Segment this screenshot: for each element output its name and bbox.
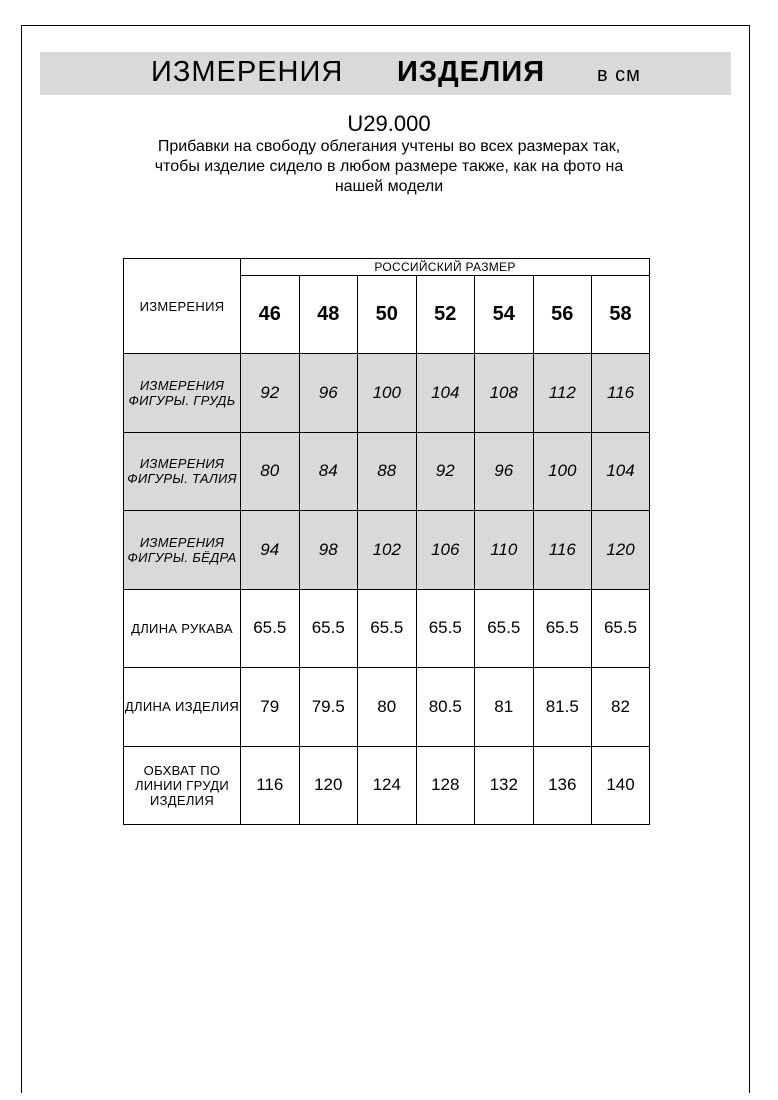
value-cell: 116 — [592, 354, 650, 433]
size-cell: 52 — [416, 276, 475, 354]
value-cell: 140 — [592, 746, 650, 825]
value-cell: 94 — [241, 511, 300, 590]
title-unit: в см — [597, 64, 641, 86]
value-cell: 92 — [241, 354, 300, 433]
value-cell: 104 — [416, 354, 475, 433]
value-cell: 80 — [241, 432, 300, 511]
row-label: ОБХВАТ ПО ЛИНИИ ГРУДИ ИЗДЕЛИЯ — [124, 746, 241, 825]
row-label: ДЛИНА ИЗДЕЛИЯ — [124, 668, 241, 747]
value-cell: 65.5 — [241, 589, 300, 668]
article-code: U29.000 — [347, 111, 431, 136]
table-header-row — [124, 259, 650, 276]
title-part1: ИЗМЕРЕНИЯ — [151, 56, 344, 88]
value-cell: 65.5 — [592, 589, 650, 668]
size-cell: 58 — [592, 276, 650, 354]
value-cell: 110 — [475, 511, 534, 590]
value-cell: 102 — [358, 511, 417, 590]
value-cell: 124 — [358, 746, 417, 825]
size-group-label: РОССИЙСКИЙ РАЗМЕР — [241, 259, 650, 276]
fit-note: Прибавки на свободу облегания учтены во всех размерах так, чтобы изделие сидело в любом размере также, как на фото на нашей модели — [154, 138, 624, 195]
value-cell: 65.5 — [299, 589, 358, 668]
value-cell: 108 — [475, 354, 534, 433]
value-cell: 132 — [475, 746, 534, 825]
value-cell: 81.5 — [533, 668, 592, 747]
value-cell: 88 — [358, 432, 417, 511]
value-cell: 65.5 — [533, 589, 592, 668]
value-cell: 106 — [416, 511, 475, 590]
table-row — [124, 432, 650, 511]
value-cell: 104 — [592, 432, 650, 511]
value-cell: 128 — [416, 746, 475, 825]
value-cell: 65.5 — [358, 589, 417, 668]
value-cell: 98 — [299, 511, 358, 590]
row-label: ИЗМЕРЕНИЯ ФИГУРЫ. ГРУДЬ — [124, 354, 241, 433]
row-label: ИЗМЕРЕНИЯ ФИГУРЫ. БЁДРА — [124, 511, 241, 590]
table-row — [124, 668, 650, 747]
value-cell: 65.5 — [416, 589, 475, 668]
value-cell: 112 — [533, 354, 592, 433]
value-cell: 80.5 — [416, 668, 475, 747]
title-banner — [40, 52, 731, 95]
value-cell: 79.5 — [299, 668, 358, 747]
value-cell: 80 — [358, 668, 417, 747]
size-cell: 54 — [475, 276, 534, 354]
value-cell: 92 — [416, 432, 475, 511]
value-cell: 82 — [592, 668, 650, 747]
value-cell: 116 — [241, 746, 300, 825]
value-cell: 96 — [475, 432, 534, 511]
value-cell: 81 — [475, 668, 534, 747]
value-cell: 100 — [533, 432, 592, 511]
value-cell: 100 — [358, 354, 417, 433]
table-row — [124, 511, 650, 590]
value-cell: 84 — [299, 432, 358, 511]
size-cell: 56 — [533, 276, 592, 354]
value-cell: 116 — [533, 511, 592, 590]
table-row — [124, 354, 650, 433]
row-label: ИЗМЕРЕНИЯ ФИГУРЫ. ТАЛИЯ — [124, 432, 241, 511]
value-cell: 65.5 — [475, 589, 534, 668]
value-cell: 120 — [299, 746, 358, 825]
title-part2: ИЗДЕЛИЯ — [397, 56, 546, 88]
size-cell: 46 — [241, 276, 300, 354]
size-cell: 48 — [299, 276, 358, 354]
table-row — [124, 746, 650, 825]
value-cell: 79 — [241, 668, 300, 747]
value-cell: 96 — [299, 354, 358, 433]
size-table — [123, 258, 650, 825]
value-cell: 120 — [592, 511, 650, 590]
table-row — [124, 589, 650, 668]
row-label: ДЛИНА РУКАВА — [124, 589, 241, 668]
size-cell: 50 — [358, 276, 417, 354]
value-cell: 136 — [533, 746, 592, 825]
corner-label: ИЗМЕРЕНИЯ — [124, 259, 241, 354]
